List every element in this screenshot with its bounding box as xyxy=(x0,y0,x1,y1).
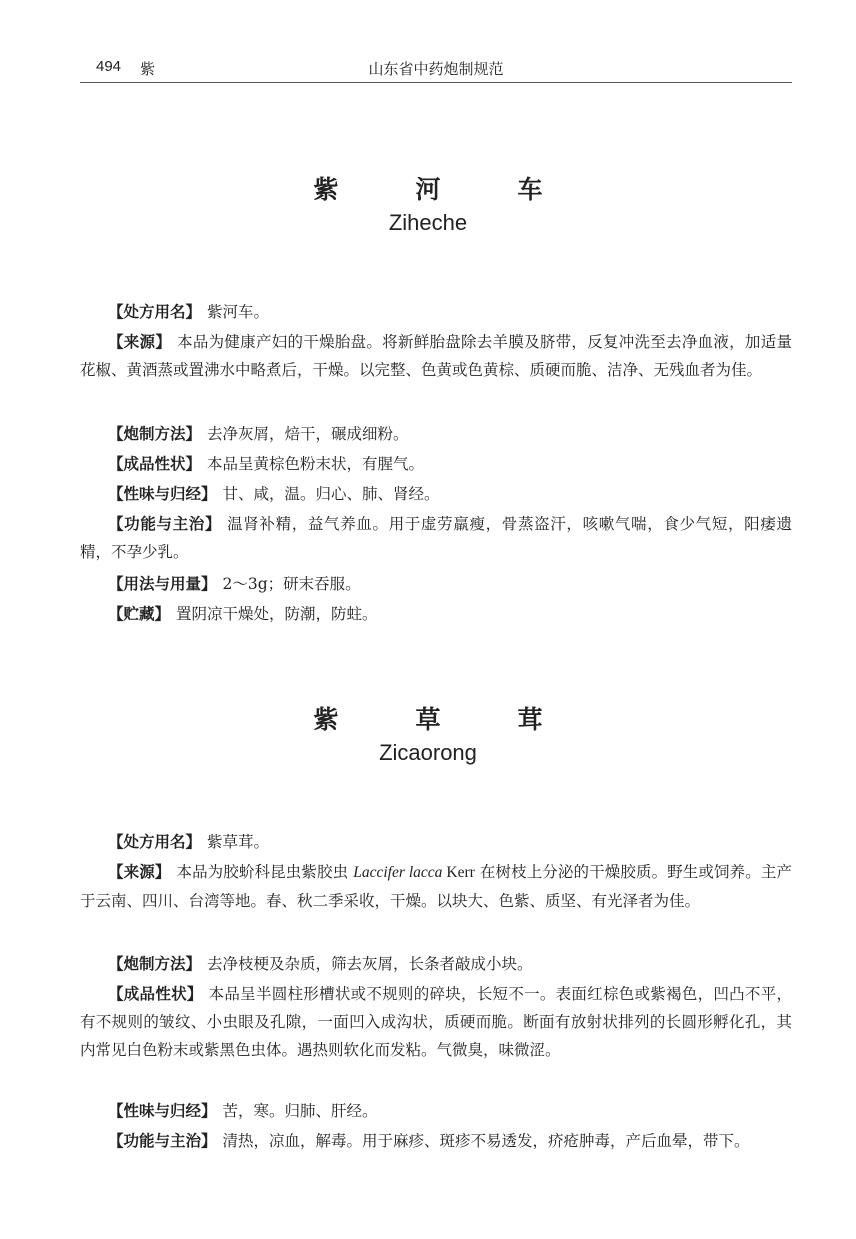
section-label: 【处方用名】 xyxy=(108,303,202,321)
section-text: 紫河车。 xyxy=(207,303,270,321)
chapter-character: 紫 xyxy=(140,60,156,78)
section-storage xyxy=(80,600,792,628)
section-text: 清热，凉血，解毒。用于麻疹、斑疹不易透发，疥疮肿毒，产后血晕，带下。 xyxy=(222,1132,750,1150)
section-text: 在树枝上分泌的干燥胶质。野生或饲养。主产于云南、四川、台湾等地。春、秋二季采收，干燥。以块大、色紫、质坚、有光泽者为佳。 xyxy=(80,863,792,910)
section-label: 【炮制方法】 xyxy=(108,955,202,973)
section-source xyxy=(80,858,792,915)
section-label: 【用法与用量】 xyxy=(108,575,217,593)
section-prescription-name xyxy=(80,828,792,856)
entry-title: 紫 河 车 xyxy=(313,175,569,204)
section-text: 去净灰屑，焙干，碾成细粉。 xyxy=(207,425,409,443)
section-text: 2～3g；研末吞服。 xyxy=(222,575,361,593)
section-label: 【贮藏】 xyxy=(108,605,171,623)
page-number: 494 xyxy=(96,58,122,75)
section-label: 【性味与归经】 xyxy=(108,1102,217,1120)
entry-pinyin: Zicaorong xyxy=(379,740,477,765)
section-label: 【来源】 xyxy=(108,863,171,881)
section-text: 本品为胶蚧科昆虫紫胶虫 xyxy=(176,863,354,881)
section-text: 置阴凉干燥处，防潮，防蛀。 xyxy=(176,605,378,623)
section-processing-method xyxy=(80,950,792,978)
section-text: 温肾补精，益气养血。用于虚劳羸瘦，骨蒸盗汗，咳嗽气喘，食少气短，阳痿遗精，不孕少乳。 xyxy=(80,515,792,561)
section-usage-dosage xyxy=(80,570,792,598)
section-label: 【成品性状】 xyxy=(108,985,203,1003)
section-label: 【功能与主治】 xyxy=(108,1132,217,1150)
species-author: Kerr xyxy=(442,864,475,881)
section-text: 甘、咸，温。归心、肺、肾经。 xyxy=(222,485,440,503)
section-nature-meridians xyxy=(80,480,792,508)
section-label: 【成品性状】 xyxy=(108,455,202,473)
section-functions-indications xyxy=(80,510,792,566)
section-text: 本品为健康产妇的干燥胎盘。将新鲜胎盘除去羊膜及脐带，反复冲洗至去净血液，加适量花椒、黄酒蒸或置沸水中略煮后，干燥。以完整、色黄或色黄棕、质硬而脆、洁净、无残血者为佳。 xyxy=(80,333,792,379)
entry-pinyin: Ziheche xyxy=(388,210,468,235)
section-product-characteristics xyxy=(80,980,792,1064)
section-prescription-name xyxy=(80,298,792,326)
section-text: 紫草茸。 xyxy=(207,833,270,851)
entry-title: 紫 草 茸 xyxy=(313,705,569,734)
section-label: 【性味与归经】 xyxy=(108,485,217,503)
section-label: 【来源】 xyxy=(108,333,172,351)
section-text: 去净枝梗及杂质，筛去灰屑，长条者敲成小块。 xyxy=(207,955,533,973)
section-text: 本品呈黄棕色粉末状，有腥气。 xyxy=(207,455,425,473)
book-title: 山东省中药炮制规范 xyxy=(368,60,504,78)
section-text: 本品呈半圆柱形槽状或不规则的碎块，长短不一。表面红棕色或紫褐色，凹凸不平，有不规则的皱纹、小虫眼及孔隙，一面凹入成沟状，质硬而脆。断面有放射状排列的长圆形孵化孔，其内常见白色粉末或紫黑色虫体。遇热则软化而发粘。气微臭，味微涩。 xyxy=(80,985,792,1059)
latin-species-name: Laccifer lacca xyxy=(353,864,443,881)
section-source xyxy=(80,328,792,384)
section-text: 苦，寒。归肺、肝经。 xyxy=(222,1102,378,1120)
section-label: 【功能与主治】 xyxy=(108,515,222,533)
section-label: 【炮制方法】 xyxy=(108,425,202,443)
section-processing-method xyxy=(80,420,792,448)
section-product-characteristics xyxy=(80,450,792,478)
section-label: 【处方用名】 xyxy=(108,833,202,851)
section-nature-meridians xyxy=(80,1097,792,1125)
running-header xyxy=(80,54,792,83)
section-functions-indications xyxy=(80,1127,792,1155)
